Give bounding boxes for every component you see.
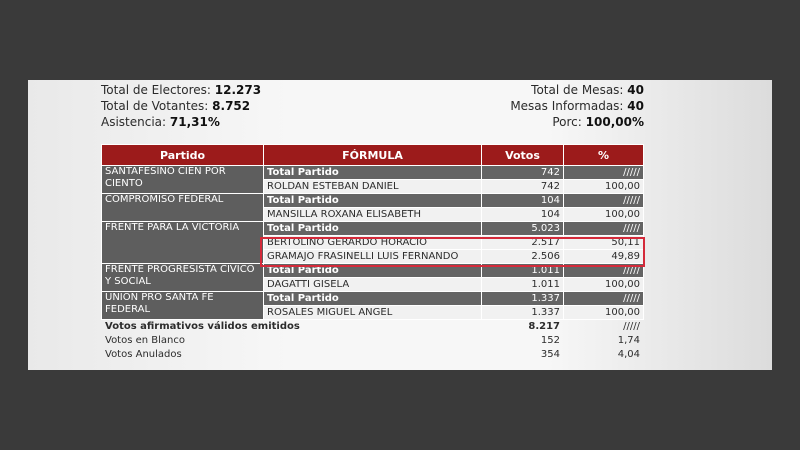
table-row (102, 264, 644, 278)
pct-cell: 100,00 (564, 278, 644, 292)
asistencia: Asistencia: 71,31% (101, 115, 220, 129)
votos-cell: 742 (482, 180, 564, 194)
table-row (102, 194, 644, 208)
table-row (102, 222, 644, 236)
header-porcentaje: % (564, 145, 644, 166)
votos-cell: 1.011 (482, 278, 564, 292)
formula-cell: Total Partido (264, 166, 482, 180)
pct-cell: ///// (564, 166, 644, 180)
formula-cell: ROLDAN ESTEBAN DANIEL (264, 180, 482, 194)
formula-cell: Total Partido (264, 222, 482, 236)
votos-cell: 104 (482, 208, 564, 222)
pct-cell: ///// (564, 292, 644, 306)
results-table (101, 144, 644, 362)
votos-cell: 2.517 (482, 236, 564, 250)
total-votantes: Total de Votantes: 8.752 (101, 99, 251, 113)
header-formula: FÓRMULA (264, 145, 482, 166)
votos-cell: 742 (482, 166, 564, 180)
party-cell: FRENTE PROGRESISTA CIVICO Y SOCIAL (102, 264, 264, 292)
votos-cell: 5.023 (482, 222, 564, 236)
votos-cell: 8.217 (528, 321, 560, 332)
pct-cell: 100,00 (564, 180, 644, 194)
summary-label-cell: Votos afirmativos válidos emitidos (105, 321, 300, 332)
table-row (102, 292, 644, 306)
party-cell: COMPROMISO FEDERAL (102, 194, 264, 222)
votos-cell: 152 (540, 335, 560, 346)
table-header-row (102, 145, 644, 166)
mesas-informadas: Mesas Informadas: 40 (510, 99, 644, 113)
votos-cell: 1.337 (482, 292, 564, 306)
votos-cell: 2.506 (482, 250, 564, 264)
party-cell: SANTAFESINO CIEN POR CIENTO (102, 166, 264, 194)
formula-cell: GRAMAJO FRASINELLI LUIS FERNANDO (264, 250, 482, 264)
table-row (102, 348, 644, 362)
table-row (102, 334, 644, 348)
party-cell: FRENTE PARA LA VICTORIA (102, 222, 264, 264)
table-row (102, 166, 644, 180)
header-votos: Votos (482, 145, 564, 166)
votos-cell: 354 (540, 349, 560, 360)
pct-cell: ///// (623, 321, 640, 332)
formula-cell: BERTOLINO GERARDO HORACIO (264, 236, 482, 250)
pct-cell: ///// (564, 264, 644, 278)
summary-label-cell: Votos en Blanco (105, 335, 185, 346)
votos-cell: 104 (482, 194, 564, 208)
pct-cell: 1,74 (617, 335, 640, 346)
pct-cell: 4,04 (617, 349, 640, 360)
formula-cell: ROSALES MIGUEL ANGEL (264, 306, 482, 320)
porcentaje-mesas: Porc: 100,00% (552, 115, 644, 129)
summary-label-cell: Votos Anulados (105, 349, 182, 360)
pct-cell: 50,11 (564, 236, 644, 250)
formula-cell: DAGATTI GISELA (264, 278, 482, 292)
pct-cell: ///// (564, 194, 644, 208)
total-mesas: Total de Mesas: 40 (531, 83, 644, 97)
results-document (28, 80, 772, 370)
pct-cell: 49,89 (564, 250, 644, 264)
pct-cell: 100,00 (564, 306, 644, 320)
formula-cell: MANSILLA ROXANA ELISABETH (264, 208, 482, 222)
pct-cell: ///// (564, 222, 644, 236)
total-electores: Total de Electores: 12.273 (101, 83, 262, 97)
header-partido: Partido (102, 145, 264, 166)
formula-cell: Total Partido (264, 264, 482, 278)
party-cell: UNION PRO SANTA FE FEDERAL (102, 292, 264, 320)
formula-cell: Total Partido (264, 194, 482, 208)
formula-cell: Total Partido (264, 292, 482, 306)
votos-cell: 1.337 (482, 306, 564, 320)
votos-cell: 1.011 (482, 264, 564, 278)
pct-cell: 100,00 (564, 208, 644, 222)
table-row (102, 320, 644, 334)
